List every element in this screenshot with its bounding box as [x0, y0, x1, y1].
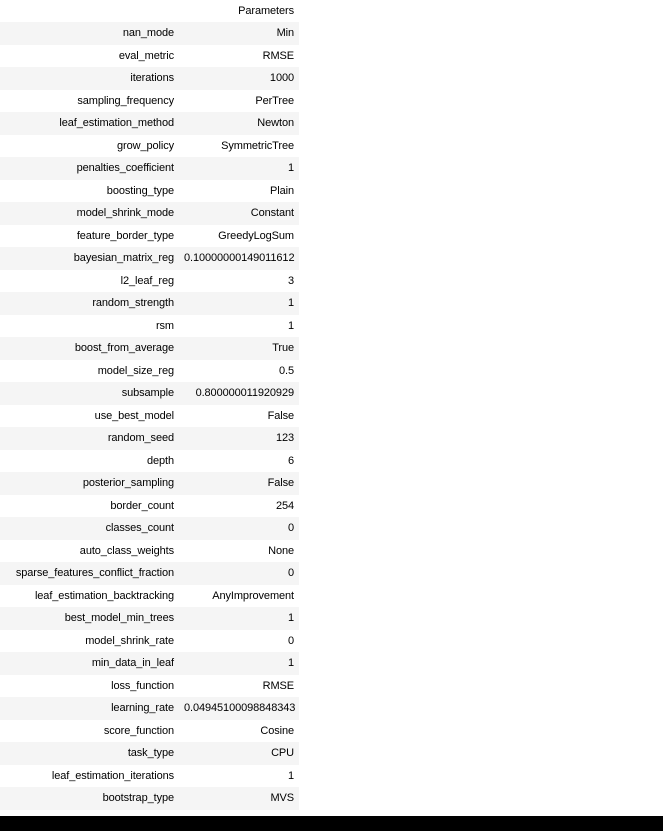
parameter-name: rsm [155, 319, 174, 332]
parameter-value: AnyImprovement [212, 589, 294, 602]
parameter-value: 1000 [269, 72, 294, 84]
table-row [0, 607, 299, 630]
parameter-name: sparse_features_conflict_fraction [15, 567, 174, 579]
parameter-value: True [272, 342, 294, 354]
parameter-name: learning_rate [111, 702, 174, 714]
table-row [0, 517, 299, 540]
table-row [0, 315, 299, 338]
parameter-value: CPU [271, 747, 294, 759]
parameter-name: loss_function [111, 679, 174, 692]
parameter-value: 0 [287, 522, 294, 534]
parameter-value: 1 [287, 612, 294, 624]
parameter-name: model_shrink_rate [85, 634, 174, 647]
bottom-bar [0, 816, 663, 831]
parameters-column-header: Parameters [238, 5, 294, 17]
parameter-name: leaf_estimation_backtracking [34, 589, 174, 602]
parameter-name: score_function [103, 724, 174, 737]
parameter-value: 6 [287, 454, 294, 467]
index-header [0, 0, 179, 22]
table-row [0, 405, 299, 428]
parameter-value: Constant [250, 207, 294, 219]
parameter-name: boost_from_average [74, 342, 174, 354]
parameter-name: depth [146, 454, 174, 467]
table-row [0, 585, 299, 608]
table-row [0, 112, 299, 135]
table-row [0, 765, 299, 788]
parameter-value: Cosine [260, 724, 294, 737]
parameter-name: bootstrap_type [102, 792, 174, 804]
parameter-value: 0 [287, 567, 294, 579]
parameter-value: 0.10000000149011612 [184, 252, 295, 264]
parameter-value: 123 [275, 432, 294, 444]
parameter-value: PerTree [255, 94, 294, 107]
table-row [0, 472, 299, 495]
parameter-name: classes_count [105, 522, 174, 534]
parameter-value: 1 [287, 319, 294, 332]
table-row [0, 202, 299, 225]
table-row [0, 787, 299, 810]
parameter-name: boosting_type [106, 184, 174, 197]
parameter-name: subsample [121, 387, 174, 399]
parameter-name: iterations [130, 72, 174, 84]
parameter-name: use_best_model [94, 409, 174, 422]
parameter-value: MVS [270, 792, 294, 804]
table-row [0, 742, 299, 765]
table-row [0, 675, 299, 698]
parameter-value: 1 [287, 162, 294, 174]
parameter-value: Plain [270, 184, 294, 197]
table-row [0, 225, 299, 248]
parameter-name: leaf_estimation_method [59, 117, 174, 129]
parameter-value: Min [276, 27, 294, 39]
parameter-value: 254 [275, 499, 294, 512]
table-row [0, 45, 299, 68]
parameter-name: random_strength [92, 297, 174, 309]
parameter-value: 1 [287, 297, 294, 309]
parameter-value: None [268, 544, 294, 557]
table-row [0, 720, 299, 743]
parameter-name: posterior_sampling [82, 477, 174, 489]
parameter-name: border_count [110, 499, 174, 512]
parameter-value: 0 [287, 634, 294, 647]
table-row [0, 90, 299, 113]
parameter-name: best_model_min_trees [64, 612, 174, 624]
table-row [0, 360, 299, 383]
parameter-value: False [267, 409, 294, 422]
table-header [0, 0, 299, 22]
table-row [0, 337, 299, 360]
table-row [0, 495, 299, 518]
parameter-name: penalties_coefficient [76, 162, 174, 174]
parameter-value: GreedyLogSum [218, 229, 294, 242]
parameter-name: eval_metric [118, 49, 174, 62]
parameter-name: nan_mode [122, 27, 174, 39]
table-row [0, 630, 299, 653]
parameter-value: 0.04945100098848343 [184, 702, 296, 714]
parameter-value: False [267, 477, 294, 489]
parameter-name: leaf_estimation_iterations [51, 769, 174, 782]
parameter-name: bayesian_matrix_reg [73, 252, 174, 264]
table-row [0, 540, 299, 563]
table-row [0, 562, 299, 585]
parameter-name: grow_policy [117, 139, 174, 152]
table-row [0, 697, 299, 720]
parameter-value: SymmetricTree [221, 139, 294, 152]
table-body [0, 22, 299, 810]
table-row [0, 135, 299, 158]
header-row [0, 0, 299, 22]
table-row [0, 652, 299, 675]
table-row [0, 292, 299, 315]
parameter-name: min_data_in_leaf [91, 657, 174, 669]
parameter-value: Newton [257, 117, 294, 129]
parameter-name: model_shrink_mode [76, 207, 174, 219]
parameter-value: 1 [287, 657, 294, 669]
table-row [0, 427, 299, 450]
parameter-name: auto_class_weights [79, 544, 174, 557]
parameter-value: 1 [287, 769, 294, 782]
parameters-table [0, 0, 299, 810]
table-row [0, 270, 299, 293]
table-row [0, 382, 299, 405]
parameter-value: RMSE [262, 49, 294, 62]
table-row [0, 180, 299, 203]
table-row [0, 450, 299, 473]
parameter-value: 3 [287, 274, 294, 287]
parameter-name: feature_border_type [76, 229, 174, 242]
parameter-value: 0.5 [279, 364, 294, 377]
table-row [0, 157, 299, 180]
parameter-name: task_type [127, 747, 174, 759]
table-row [0, 22, 299, 45]
parameter-name: l2_leaf_reg [120, 274, 174, 287]
parameter-name: model_size_reg [97, 364, 174, 377]
table-row [0, 67, 299, 90]
parameter-name: sampling_frequency [77, 94, 174, 107]
table-row [0, 247, 299, 270]
parameter-value: 0.800000011920929 [195, 387, 294, 399]
parameter-value: RMSE [262, 679, 294, 692]
parameter-name: random_seed [107, 432, 174, 444]
